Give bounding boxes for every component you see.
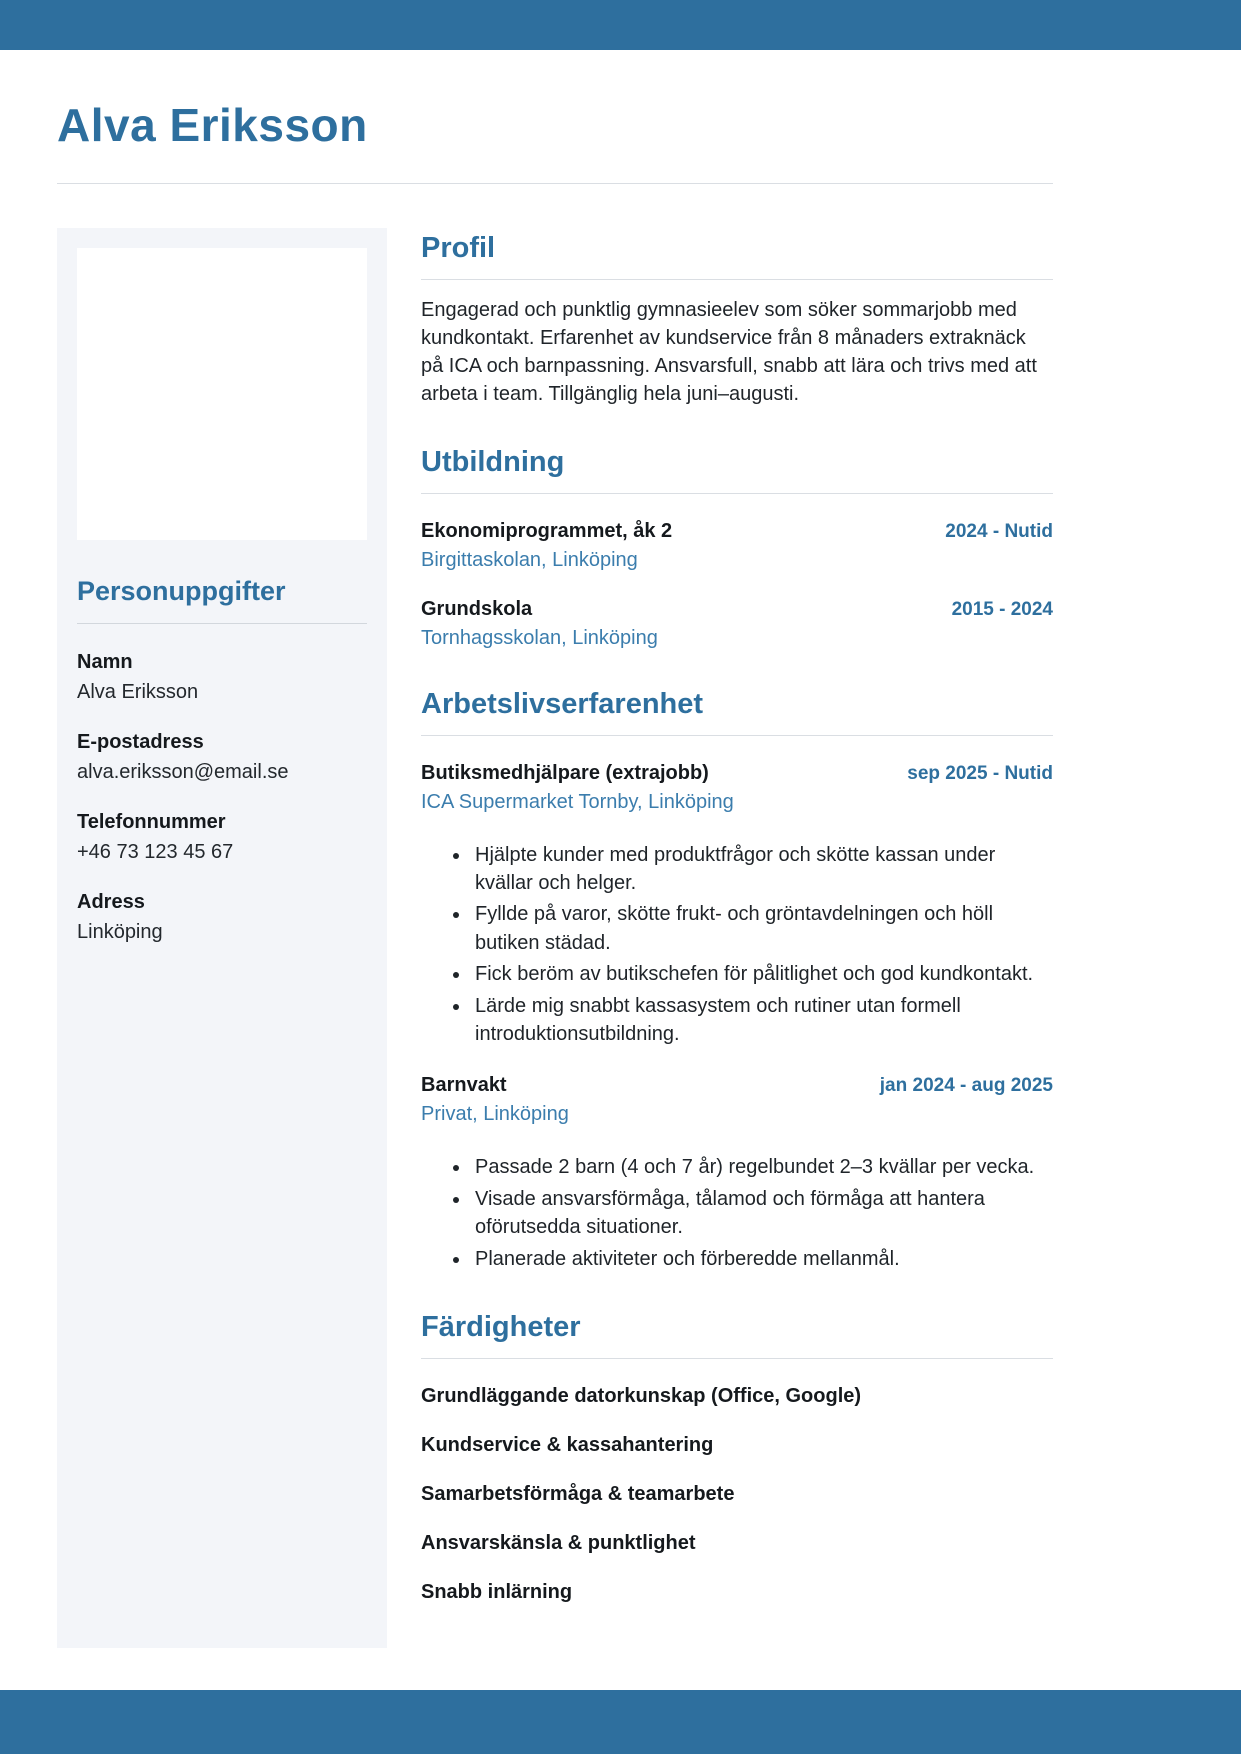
section-heading-profile: Profil	[421, 231, 496, 264]
job-bullet: • Visade ansvarsförmåga, tålamod och förmåga att hantera oförutsedda situationer.	[471, 1185, 1053, 1242]
skills-list	[421, 1385, 1053, 1604]
education-title: Grundskola	[421, 597, 533, 620]
skill-item: Snabb inlärning	[421, 1580, 573, 1603]
job-title: Barnvakt	[421, 1074, 507, 1097]
experience-entry	[421, 1074, 1053, 1273]
sidebar-divider	[77, 623, 367, 624]
field-email	[77, 731, 367, 784]
education-date: 2015 - 2024	[951, 598, 1053, 620]
job-date: sep 2025 - Nutid	[907, 762, 1053, 784]
section-heading-experience: Arbetslivserfarenhet	[421, 687, 704, 720]
title-divider	[57, 183, 1053, 184]
top-accent-bar	[0, 0, 1241, 50]
job-bullet: • Passade 2 barn (4 och 7 år) regelbundet 2–3 kvällar per vecka.	[471, 1153, 1053, 1181]
field-label: Adress	[77, 890, 145, 913]
bottom-accent-bar	[0, 1690, 1241, 1754]
field-value: Alva Eriksson	[77, 680, 199, 703]
job-bullet: • Lärde mig snabbt kassasystem och rutiner utan formell introduktionsutbildning.	[471, 992, 1053, 1049]
section-heading-skills: Färdigheter	[421, 1310, 581, 1343]
entry-header	[421, 598, 1053, 621]
profile-summary-text: Engagerad och punktlig gymnasieelev som söker sommarjobb med kundkontakt. Erfarenhet av kundservice från 8 månaders extraknäck på ICA och barnpassning. Ansvarsfull, snabb att lära och trivs med att arbeta i team. Tillgänglig hela juni–augusti.	[421, 298, 1037, 405]
field-value: +46 73 123 45 67	[77, 840, 234, 863]
education-school: Tornhagsskolan, Linköping	[421, 626, 658, 649]
job-date: jan 2024 - aug 2025	[879, 1075, 1053, 1097]
job-bullet-list	[421, 1153, 1053, 1273]
page-content	[0, 100, 1241, 1648]
sidebar	[57, 228, 387, 1648]
experience-entry	[421, 762, 1053, 1049]
job-company: Privat, Linköping	[421, 1103, 569, 1126]
job-bullet: • Planerade aktiviteter och förberedde mellanmål.	[471, 1245, 1053, 1273]
main-column	[421, 228, 1053, 1604]
job-bullet: • Fick beröm av butikschefen för pålitlighet och god kundkontakt.	[471, 960, 1053, 988]
field-label: E-postadress	[77, 730, 204, 753]
job-bullet: • Hjälpte kunder med produktfrågor och skötte kassan under kvällar och helger.	[471, 841, 1053, 898]
field-value: Linköping	[77, 920, 163, 943]
field-value: alva.eriksson@email.se	[77, 760, 289, 783]
section-divider	[421, 279, 1053, 280]
field-phone	[77, 811, 367, 864]
job-bullet: • Fyllde på varor, skötte frukt- och gröntavdelningen och höll butiken städad.	[471, 900, 1053, 957]
skill-item: Samarbetsförmåga & teamarbete	[421, 1482, 735, 1505]
section-education	[421, 446, 1053, 650]
education-entry	[421, 598, 1053, 650]
skill-item: Ansvarskänsla & punktlighet	[421, 1531, 696, 1554]
field-label: Namn	[77, 650, 133, 673]
education-date: 2024 - Nutid	[945, 520, 1053, 542]
page-title: Alva Eriksson	[57, 99, 368, 151]
job-title: Butiksmedhjälpare (extrajobb)	[421, 761, 709, 784]
two-column-layout	[57, 228, 1053, 1648]
education-school: Birgittaskolan, Linköping	[421, 548, 638, 571]
profile-photo-placeholder	[77, 248, 367, 540]
field-address	[77, 891, 367, 944]
section-skills	[421, 1311, 1053, 1604]
entry-header	[421, 1074, 1053, 1097]
job-company: ICA Supermarket Tornby, Linköping	[421, 790, 734, 813]
skill-item: Kundservice & kassahantering	[421, 1433, 714, 1456]
section-experience	[421, 688, 1053, 1273]
section-divider	[421, 1358, 1053, 1359]
sidebar-section-title: Personuppgifter	[77, 575, 286, 606]
section-heading-education: Utbildning	[421, 445, 565, 478]
field-label: Telefonnummer	[77, 810, 226, 833]
job-bullet-list	[421, 841, 1053, 1049]
field-name	[77, 651, 367, 704]
education-entry	[421, 520, 1053, 572]
entry-header	[421, 762, 1053, 785]
skill-item: Grundläggande datorkunskap (Office, Google)	[421, 1384, 862, 1407]
entry-header	[421, 520, 1053, 543]
section-divider	[421, 493, 1053, 494]
section-profile	[421, 232, 1053, 408]
education-title: Ekonomiprogrammet, åk 2	[421, 519, 673, 542]
section-divider	[421, 735, 1053, 736]
